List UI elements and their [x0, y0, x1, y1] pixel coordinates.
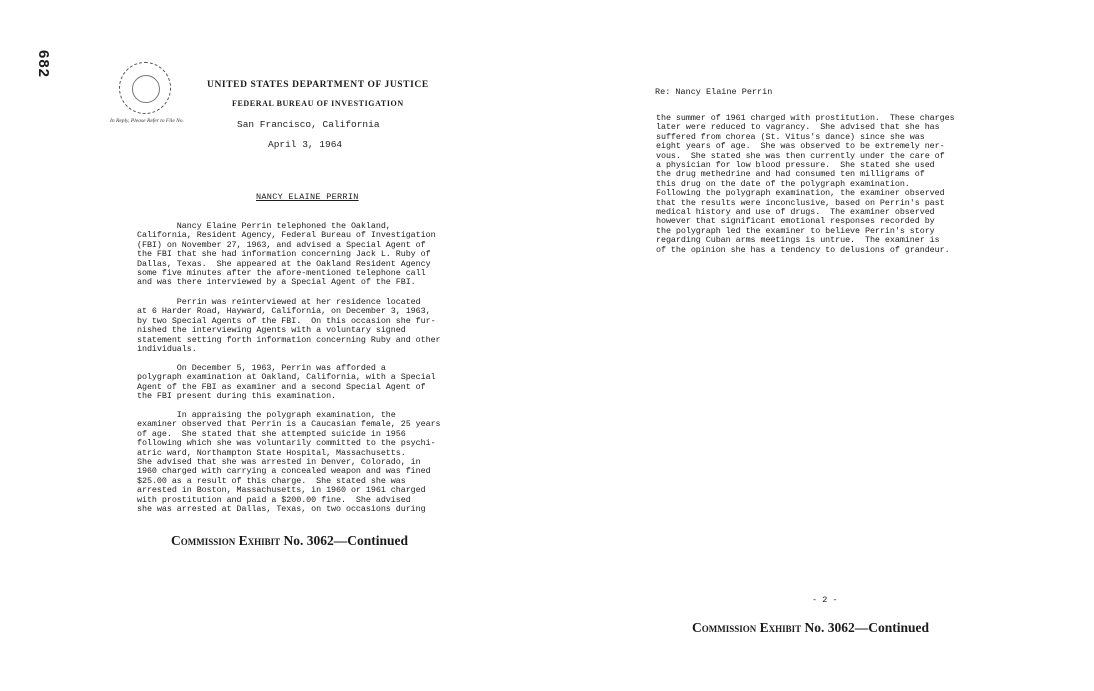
re-line: Re: Nancy Elaine Perrin: [655, 87, 773, 97]
paragraph-2: Perrin was reinterviewed at her residence located at 6 Harder Road, Hayward, California, on December 3, 1963, by two Special Agents of the FBI. On this occasion she fur- nished the interviewing Agents with a voluntary signed statement setting forth information concerning Ruby and other individuals.: [137, 297, 441, 355]
exhibit-caption-number: No. 3062—Continued: [283, 533, 409, 548]
letter-location: San Francisco, California: [237, 119, 380, 130]
paragraph-1: Nancy Elaine Perrin telephoned the Oakland, California, Resident Agency, Federal Bureau of Investigation (FBI) on November 27, 1963, and advised a Special Agent of the FBI that she had information concerning Jack L. Ruby of Dallas, Texas. She appeared at the Oakland Resident Agency some five minutes after the afore-mentioned telephone call and was there interviewed by a Special Agent of the FBI.: [137, 221, 436, 288]
letter-date: April 3, 1964: [268, 139, 343, 150]
department-seal-icon: [119, 62, 171, 114]
exhibit-caption-left: [171, 533, 408, 549]
exhibit-caption-number: No. 3062—Continued: [804, 620, 930, 635]
exhibit-caption-prefix: Commission Exhibit: [692, 620, 802, 635]
page-number: 682: [35, 50, 52, 79]
letterhead-bureau: FEDERAL BUREAU OF INVESTIGATION: [232, 99, 404, 108]
reply-reference-note: In Reply, Please Refer to File No.: [110, 118, 184, 124]
memo-title: NANCY ELAINE PERRIN: [256, 192, 359, 202]
paragraph-3: On December 5, 1963, Perrin was afforded a polygraph examination at Oakland, California, with a Special Agent of the FBI as examiner and a second Special Agent of the FBI present during this examination.: [137, 363, 436, 402]
page-marker: - 2 -: [812, 595, 838, 605]
letterhead-department: UNITED STATES DEPARTMENT OF JUSTICE: [207, 80, 429, 90]
exhibit-caption-prefix: Commission Exhibit: [171, 533, 281, 548]
page2-paragraph: the summer of 1961 charged with prostitution. These charges later were reduced to vagrancy. She advised that she has suffered from chorea (St. Vitus's dance) since she was eight years of age. She was observed to be extremely ner- vous. She stated she was then currently under the care of a physician for low blood pressure. She stated she used the drug methedrine and had consumed ten milligrams of this drug on the date of the polygraph examination. Following the polygraph examination, the examiner observed that the results were inconclusive, based on Perrin's past medical history and use of drugs. The examiner observed however that significant emotional responses recorded by the polygraph led the examiner to believe Perrin's story regarding Cuban arms meetings is untrue. The examiner is of the opinion she has a tendency to delusions of grandeur.: [656, 113, 955, 255]
exhibit-caption-right: [692, 620, 929, 636]
paragraph-4: In appraising the polygraph examination, the examiner observed that Perrin is a Caucasian female, 25 years of age. She stated that she attempted suicide in 1956 following which she was voluntarily committed to the psychi- atric ward, Northampton State Hospital, Massachusetts. She advised that she was arrested in Denver, Colorado, in 1960 charged with carrying a concealed weapon and was fined $25.00 as a result of this charge. She stated she was arrested in Boston, Massachusetts, in 1960 or 1961 charged with prostitution and paid a $200.00 fine. She advised she was arrested at Dallas, Texas, on two occasions during: [137, 410, 441, 515]
